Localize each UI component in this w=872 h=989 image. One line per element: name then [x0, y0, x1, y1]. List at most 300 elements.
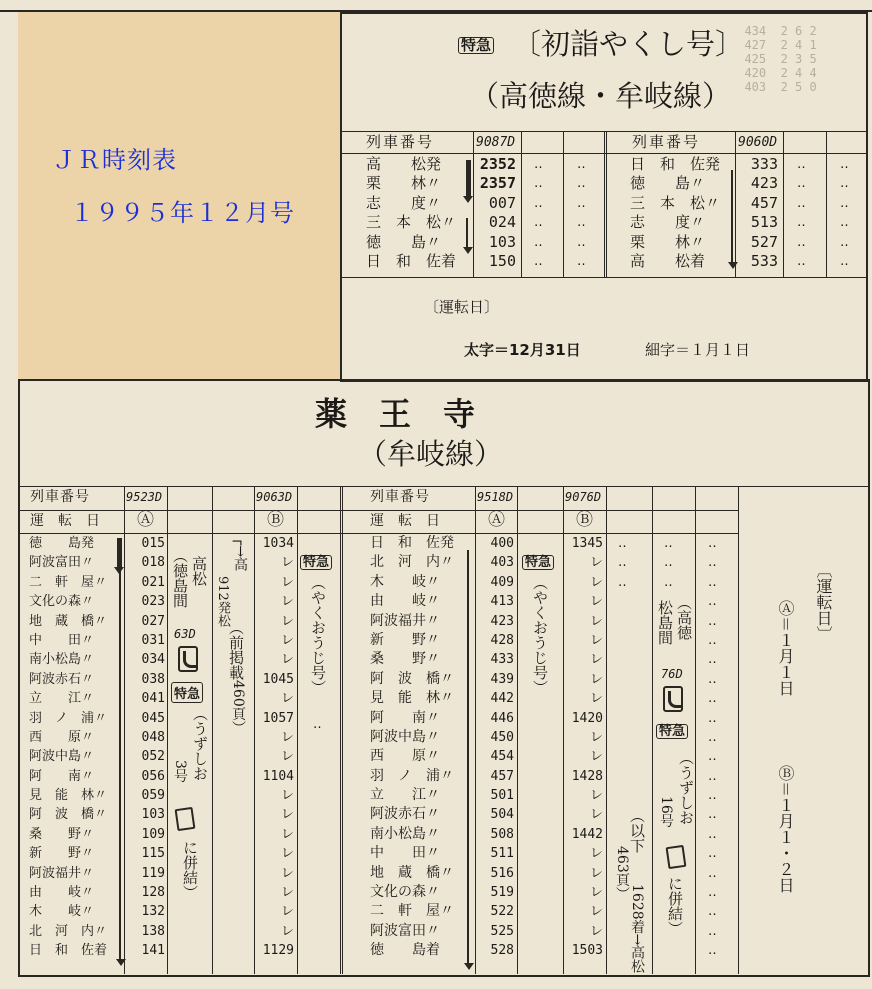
- time: 103: [141, 807, 165, 823]
- station: 二 軒 屋〃: [29, 574, 108, 590]
- col-sep: [517, 486, 518, 974]
- station: 阿 波 橋〃: [29, 807, 108, 823]
- yakuoji-dots-col: [664, 534, 673, 592]
- dots: ‥: [708, 865, 717, 881]
- down-arrow-icon: [466, 218, 468, 248]
- hatsumode-right-times: [738, 155, 778, 271]
- dots: ‥: [534, 176, 543, 192]
- time: 400: [490, 536, 514, 551]
- col-sep: [695, 486, 696, 974]
- station: 三 本 松〃: [366, 213, 457, 232]
- yakuoji-note-a1: （徳島間: [171, 548, 189, 608]
- yakuoji-title: 薬 王 寺: [315, 395, 476, 433]
- yakuoji-left-times-b: [256, 534, 294, 961]
- station: 高 松発: [366, 155, 442, 173]
- time: レ: [280, 691, 294, 707]
- time: 333: [750, 155, 778, 173]
- time: レ: [280, 826, 294, 842]
- dots: ‥: [840, 195, 849, 211]
- dots: ‥: [708, 846, 717, 862]
- station: 北 河 内〃: [29, 923, 108, 939]
- dots: ‥: [664, 574, 673, 590]
- yakuoji-note-a-badge: 特急: [171, 682, 203, 703]
- time: レ: [589, 729, 603, 745]
- yakuoji-left-header: 列車番号: [30, 489, 90, 505]
- station: 日 和 佐着: [29, 943, 108, 959]
- time: 519: [490, 885, 514, 901]
- dots: ‥: [797, 195, 806, 211]
- yakuoji-note-b1: ┌→高: [232, 537, 248, 572]
- time: 516: [490, 865, 514, 881]
- time: レ: [280, 632, 294, 648]
- dots: ‥: [708, 710, 717, 726]
- dots: ‥: [618, 555, 627, 571]
- yakuoji-note-a3: 63D: [174, 627, 196, 641]
- dots: ‥: [840, 215, 849, 231]
- dots: ‥: [577, 176, 586, 192]
- time: 045: [141, 710, 165, 726]
- station: 栗 林〃: [630, 232, 706, 251]
- station: 阿 波 橋〃: [370, 670, 454, 687]
- time: レ: [589, 807, 603, 823]
- hatsumode-left-stations: [366, 155, 456, 271]
- dots: ‥: [840, 176, 849, 192]
- time: 015: [141, 536, 165, 551]
- train-car-icon: [663, 686, 683, 712]
- time: 1045: [262, 671, 294, 687]
- station: 由 岐〃: [29, 885, 95, 901]
- yakuoji-right-train-a: 9518D: [477, 490, 514, 504]
- yakuoji-right-times-b: [565, 534, 603, 961]
- station: 志 度〃: [366, 193, 442, 212]
- dots: ‥: [313, 717, 322, 732]
- yakuoji-left-train-a: 9523D: [126, 490, 163, 504]
- dots: ‥: [708, 652, 717, 668]
- yakuoji-left-stations: [29, 534, 107, 961]
- time: レ: [589, 749, 603, 765]
- down-arrow-icon: [117, 538, 122, 568]
- time: 038: [141, 671, 165, 687]
- station: 木 岐〃: [370, 573, 440, 590]
- yakuoji-dots-col: [618, 534, 627, 592]
- time: 528: [490, 943, 514, 959]
- time: 433: [490, 652, 514, 668]
- time: 1442: [571, 826, 603, 842]
- time: 018: [141, 555, 165, 571]
- dots: ‥: [618, 574, 627, 590]
- note-panel: [18, 12, 341, 380]
- col-sep: [735, 131, 736, 277]
- time: レ: [280, 865, 294, 881]
- yakuoji-note-c1-right: （やくおうじ号）: [531, 575, 549, 695]
- time: 508: [490, 826, 514, 842]
- station: 三 本 松〃: [630, 193, 721, 212]
- time: 1420: [571, 710, 603, 726]
- yakuoji-note-d1: （高徳: [675, 595, 693, 640]
- station: 南小松島〃: [29, 652, 95, 668]
- hatsumode-left-dots-b: [577, 155, 586, 271]
- yakuoji-note-d6: に併結）: [666, 876, 684, 936]
- dots: ‥: [708, 691, 717, 707]
- dots: ‥: [840, 157, 849, 172]
- station: 新 野〃: [29, 846, 95, 862]
- time: 450: [490, 729, 514, 745]
- hatsumode-left-dots-a: [534, 155, 543, 271]
- yakuoji-left-train-b: 9063D: [256, 490, 293, 504]
- station: 西 原〃: [370, 748, 440, 765]
- dots: ‥: [797, 253, 806, 269]
- yakuoji-dots-col: [708, 534, 717, 961]
- dots: ‥: [534, 157, 543, 172]
- time: 1129: [262, 943, 294, 959]
- yakuoji-note-c-badge-right: 特急: [522, 555, 554, 570]
- station: 見 能 林〃: [370, 690, 454, 707]
- hatsumode-divider: [604, 131, 607, 277]
- yakuoji-right-stations: [370, 534, 454, 961]
- dots: ‥: [708, 671, 717, 687]
- time: 409: [490, 574, 514, 590]
- hatsumode-subtitle: （高徳線・牟岐線）: [470, 79, 732, 113]
- col-sep: [783, 131, 784, 277]
- dots: ‥: [708, 729, 717, 745]
- time: 027: [141, 613, 165, 629]
- time: レ: [280, 729, 294, 745]
- time: レ: [589, 846, 603, 862]
- station: 阿波富田〃: [29, 555, 95, 571]
- dots: ‥: [797, 234, 806, 250]
- yakuoji-note-a2: 高松: [190, 556, 208, 586]
- time: 128: [141, 885, 165, 901]
- time: 138: [141, 923, 165, 939]
- dots: ‥: [708, 768, 717, 784]
- station: 文化の森〃: [370, 884, 440, 901]
- hatsumode-badge: 特急: [458, 37, 494, 54]
- station: 阿波福井〃: [370, 612, 440, 629]
- station: 南小松島〃: [370, 825, 440, 842]
- time: レ: [280, 923, 294, 939]
- station: 羽 ノ 浦〃: [370, 767, 454, 784]
- col-sep: [124, 486, 125, 974]
- time: 525: [490, 923, 514, 939]
- time: 119: [141, 865, 165, 881]
- yakuoji-right-mark-b: Ⓑ: [576, 510, 593, 530]
- time: 533: [750, 251, 778, 270]
- dots: ‥: [708, 594, 717, 610]
- coupling-icon: [175, 807, 196, 831]
- dots: ‥: [708, 555, 717, 571]
- dots: ‥: [797, 176, 806, 192]
- time: 031: [141, 632, 165, 648]
- station: 徳 島着: [370, 942, 440, 959]
- time: 052: [141, 749, 165, 765]
- yakuoji-right-times-a: [478, 534, 514, 961]
- station: 日 和 佐発: [630, 155, 721, 173]
- station: 阿波赤石〃: [29, 671, 95, 687]
- time: レ: [280, 652, 294, 668]
- dots: ‥: [708, 943, 717, 959]
- time: 1428: [571, 768, 603, 784]
- time: レ: [280, 555, 294, 571]
- station: 二 軒 屋〃: [370, 903, 454, 920]
- yakuoji-note-e2: 463頁）: [614, 846, 630, 901]
- down-arrow-icon: [467, 550, 469, 964]
- hatsumode-right-header: 列車番号: [632, 133, 701, 151]
- time: 511: [490, 846, 514, 862]
- station: 徳 島〃: [366, 232, 442, 251]
- yakuoji-header-top: [20, 486, 868, 487]
- col-sep: [254, 486, 255, 974]
- time: 109: [141, 826, 165, 842]
- time: 041: [141, 691, 165, 707]
- hatsumode-left-header: 列車番号: [366, 133, 435, 151]
- yakuoji-right-mark-a: Ⓐ: [488, 510, 505, 530]
- time: 056: [141, 768, 165, 784]
- time: 1503: [571, 943, 603, 959]
- dots: ‥: [797, 215, 806, 231]
- time: レ: [589, 652, 603, 668]
- station: 立 江〃: [29, 691, 95, 707]
- down-arrow-icon: [466, 160, 471, 197]
- time: 413: [490, 594, 514, 610]
- station: 地 蔵 橋〃: [370, 864, 454, 881]
- station: 阿波中島〃: [370, 728, 440, 745]
- note-title: ＪＲ時刻表: [52, 146, 177, 174]
- time: 423: [750, 174, 778, 193]
- station: 北 河 内〃: [370, 554, 454, 571]
- station: 日 和 佐発: [370, 535, 454, 551]
- time: レ: [280, 594, 294, 610]
- dots: ‥: [577, 234, 586, 250]
- dots: ‥: [708, 826, 717, 842]
- dots: ‥: [708, 788, 717, 804]
- station: 阿波中島〃: [29, 749, 95, 765]
- station: 阿波赤石〃: [370, 806, 440, 823]
- time: 1104: [262, 768, 294, 784]
- yakuoji-note-c-badge-left: 特急: [300, 555, 332, 570]
- yakuoji-note-b2: 912発松: [215, 576, 230, 627]
- dots: ‥: [534, 195, 543, 211]
- time: レ: [589, 788, 603, 804]
- time: 446: [490, 710, 514, 726]
- yakuoji-note-a4: （うずしお: [191, 706, 209, 781]
- hatsumode-right-train: 9060D: [738, 135, 778, 150]
- yakuoji-note-d3: 76D: [661, 667, 683, 681]
- yakuoji-left-mark-b: Ⓑ: [267, 510, 284, 530]
- down-arrow-icon: [119, 570, 121, 960]
- time: 504: [490, 807, 514, 823]
- station: 桑 野〃: [370, 651, 440, 668]
- yakuoji-divider: [340, 486, 343, 974]
- station: 阿 南〃: [29, 768, 95, 784]
- time: レ: [589, 885, 603, 901]
- time: レ: [589, 691, 603, 707]
- dots: ‥: [618, 536, 627, 551]
- dots: ‥: [708, 632, 717, 648]
- col-sep: [167, 486, 168, 974]
- station: 栗 林〃: [366, 174, 442, 193]
- dots: ‥: [577, 157, 586, 172]
- dots: ‥: [664, 555, 673, 571]
- yakuoji-right-train-b: 9076D: [565, 490, 602, 504]
- time: レ: [589, 594, 603, 610]
- note-issue: １９９５年１２月号: [70, 199, 295, 227]
- yakuoji-note-d5: 16号: [658, 796, 674, 828]
- yakuoji-legend-a: Ⓐ＝１月１日: [776, 600, 795, 697]
- yakuoji-note-d-badge: 特急: [656, 724, 688, 739]
- dots: ‥: [708, 749, 717, 765]
- time: 150: [488, 251, 516, 270]
- time: 023: [141, 594, 165, 610]
- yakuoji-header-mid: [20, 510, 738, 511]
- time: レ: [280, 807, 294, 823]
- station: 木 岐〃: [29, 904, 95, 920]
- time: 423: [490, 613, 514, 629]
- yakuoji-right-unten: 運 転 日: [370, 513, 440, 529]
- yakuoji-left-unten: 運 転 日: [30, 513, 100, 529]
- station: 文化の森〃: [29, 594, 95, 610]
- time: 439: [490, 671, 514, 687]
- time: 024: [488, 213, 516, 232]
- time: レ: [589, 671, 603, 687]
- dots: ‥: [708, 904, 717, 920]
- col-sep: [563, 131, 564, 277]
- hatsumode-unten-label: 〔運転日〕: [424, 298, 500, 316]
- time: 048: [141, 729, 165, 745]
- col-sep: [606, 486, 607, 974]
- time: 454: [490, 749, 514, 765]
- yakuoji-note-c1-left: （やくおうじ号）: [309, 575, 327, 695]
- yakuoji-note-e3: 1628着→高松: [629, 884, 645, 974]
- time: レ: [280, 613, 294, 629]
- yakuoji-right-header: 列車番号: [370, 489, 430, 505]
- hatsumode-unten-thin: 細字＝１月１日: [645, 341, 751, 359]
- time: 034: [141, 652, 165, 668]
- time: 403: [490, 555, 514, 571]
- dots: ‥: [708, 807, 717, 823]
- time: 457: [750, 193, 778, 212]
- station: 羽 ノ 浦〃: [29, 710, 108, 726]
- col-sep: [521, 131, 522, 277]
- dots: ‥: [708, 574, 717, 590]
- time: 457: [490, 768, 514, 784]
- station: 由 岐〃: [370, 593, 440, 610]
- time: レ: [280, 749, 294, 765]
- time: レ: [589, 613, 603, 629]
- dots: ‥: [534, 234, 543, 250]
- station: 中 田〃: [29, 632, 95, 648]
- hatsumode-left-train: 9087D: [476, 135, 516, 150]
- station: 志 度〃: [630, 213, 706, 232]
- time: 007: [488, 193, 516, 212]
- time: 103: [488, 232, 516, 251]
- yakuoji-note-b4: 460頁）: [230, 680, 246, 735]
- time: 522: [490, 904, 514, 920]
- station: 見 能 林〃: [29, 788, 108, 804]
- time: 059: [141, 788, 165, 804]
- col-sep: [212, 486, 213, 974]
- dots: ‥: [708, 923, 717, 939]
- yakuoji-left-times-a: [127, 534, 165, 961]
- time: 021: [141, 574, 165, 590]
- hatsumode-right-dots-b: [840, 155, 849, 271]
- yakuoji-note-d4: （うずしお: [677, 750, 695, 825]
- station: 地 蔵 橋〃: [29, 613, 108, 629]
- time: レ: [589, 923, 603, 939]
- station: 徳 島〃: [630, 174, 706, 193]
- time: 428: [490, 632, 514, 648]
- dots: ‥: [577, 253, 586, 269]
- hatsumode-rows-bottom: [342, 277, 866, 278]
- yakuoji-legend-label: 〔運転日〕: [814, 562, 833, 642]
- time: 115: [141, 846, 165, 862]
- time: 527: [750, 232, 778, 251]
- col-sep: [475, 486, 476, 974]
- yakuoji-left-mark-a: Ⓐ: [137, 510, 154, 530]
- col-sep: [738, 486, 739, 974]
- hatsumode-unten-bold: 太字＝12月31日: [464, 341, 581, 359]
- station: 立 江〃: [370, 787, 440, 804]
- time: 442: [490, 691, 514, 707]
- time: 132: [141, 904, 165, 920]
- yakuoji-subtitle: （牟岐線）: [358, 437, 504, 471]
- train-car-icon: [178, 646, 198, 672]
- station: 中 田〃: [370, 845, 440, 862]
- hatsumode-title: 〔初詣やくし号〕: [512, 27, 745, 61]
- coupling-icon: [666, 845, 687, 869]
- station: 高 松着: [630, 251, 706, 270]
- down-arrow-icon: [731, 170, 733, 263]
- col-sep: [826, 131, 827, 277]
- station: 阿波福井〃: [29, 865, 95, 881]
- yakuoji-note-d2: 松島間: [656, 600, 674, 645]
- time: 513: [750, 213, 778, 232]
- yakuoji-legend-b: Ⓑ＝１月１・２日: [776, 765, 795, 894]
- station: 日 和 佐着: [366, 251, 457, 270]
- time: 2357: [479, 174, 516, 193]
- time: レ: [589, 555, 603, 571]
- time: 1034: [262, 536, 294, 551]
- col-sep: [473, 131, 474, 277]
- station: 阿 南〃: [370, 709, 440, 726]
- time: レ: [280, 846, 294, 862]
- dots: ‥: [708, 613, 717, 629]
- station: 西 原〃: [29, 729, 95, 745]
- station: 阿波富田〃: [370, 922, 440, 939]
- time: レ: [589, 904, 603, 920]
- hatsumode-right-stations: [630, 155, 720, 271]
- time: レ: [280, 904, 294, 920]
- col-sep: [652, 486, 653, 974]
- yakuoji-note-b3: （前掲載: [227, 620, 245, 680]
- time: 1057: [262, 710, 294, 726]
- time: レ: [589, 632, 603, 648]
- dots: ‥: [797, 157, 806, 172]
- col-sep: [563, 486, 564, 974]
- station: 新 野〃: [370, 631, 440, 648]
- dots: ‥: [534, 215, 543, 231]
- dots: ‥: [577, 195, 586, 211]
- dots: ‥: [664, 536, 673, 551]
- time: レ: [589, 865, 603, 881]
- dots: ‥: [577, 215, 586, 231]
- hatsumode-right-dots-a: [797, 155, 806, 271]
- time: 141: [141, 943, 165, 959]
- time: レ: [589, 574, 603, 590]
- time: 2352: [479, 155, 516, 173]
- dots: ‥: [840, 253, 849, 269]
- dots: ‥: [708, 536, 717, 551]
- bleed-through-text: 434 2 6 2 427 2 4 1 425 2 3 5 420 2 4 4 403 2 5 0: [744, 24, 817, 94]
